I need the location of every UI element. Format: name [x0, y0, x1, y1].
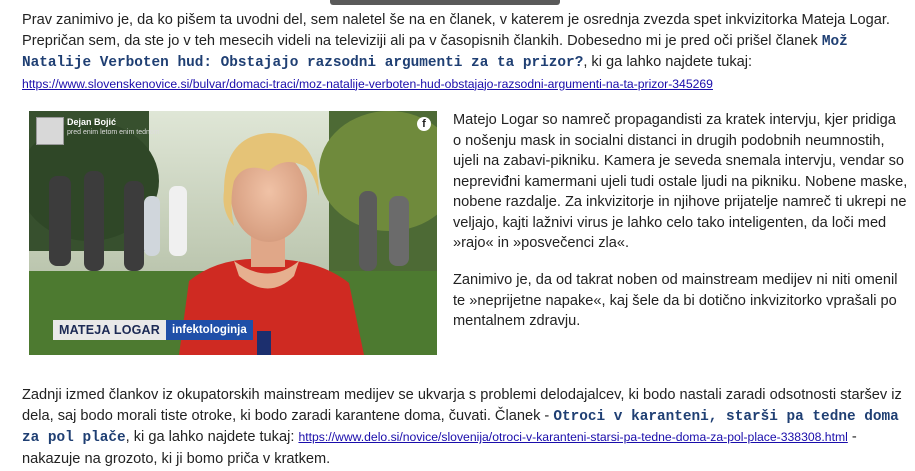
article-title-1: Mož Natalije Verboten hud: Obstajajo razsodni argumenti za ta prizor? [22, 33, 848, 71]
lower-third-role: infektologinja [166, 320, 253, 340]
closing-paragraph [22, 385, 912, 469]
article-link-1[interactable]: https://www.slovenskenovice.si/bulvar/domaci-traci/moz-natalije-verboten-hud-obstajajo-razsodni-argumenti-na-ta-prizor-345269 [22, 76, 713, 91]
lower-third [53, 320, 253, 340]
closing-text: Zadnji izmed člankov iz okupatorskih mainstream medijev se ukvarja s problemi delodajalcev, ki bodo nastali zaradi odsotnosti staršev iz dela, saj bodo morali tiste otroke, ki bodo zaradi karantene doma, čuvati. Članek - [22, 387, 902, 424]
intro-link-lead: , ki ga lahko najdete tukaj: [583, 54, 753, 70]
lower-third-name: MATEJA LOGAR [53, 320, 166, 340]
side-paragraph-1: Matejo Logar so namreč propagandisti za kratek intervju, kjer pridiga o nošenju mask in socialni distanci in drugih podobnih neumnostih, ujeli na zabavi-pikniku. Kamera je seveda snemala intervju, vendar so nepreviđni kamermani ujeli tudi ostale ljudi na pikniku. Nobene maske, nobene razdalje. Za inkvizitorje in njihove prijatelje namreč ti ukrepi ne veljajo, kajti lažnivi virus je lahko celo tako inteligenten, da loči med »rajo« in »posvečenci zla«. [453, 112, 908, 251]
closing-tail: - nakazuje na grozoto, ki ji bomo priča v kratkem. [22, 429, 857, 467]
video-thumbnail[interactable] [29, 111, 437, 355]
facebook-icon: f [417, 117, 431, 131]
video-frame-image [29, 111, 437, 355]
intro-paragraph [22, 10, 912, 94]
article-title-2: Otroci v karanteni, starši pa tedne doma za pol plače [22, 408, 899, 446]
window-top-handle [330, 0, 560, 5]
side-paragraph-2: Zanimivo je, da od takrat noben od mainstream medijev ni niti omenil te »neprijetne napake«, kaj šele da bi dotično inkvizitorko vprašali po mentalnem zdravju. [453, 272, 898, 329]
intro-text: Prav zanimivo je, da ko pišem ta uvodni del, sem naletel še na en članek, v katerem je osrednja zvezda spet inkvizitorka Mateja Logar. Prepričan sem, da ste jo v teh mesecih videli na televiziji ali pa v časopisnih člankih. Dobesedno mi je pred oči prišel članek [22, 12, 890, 49]
uploader-subtitle: pred enim letom enim tednom [67, 129, 160, 136]
article-link-2[interactable]: https://www.delo.si/novice/slovenija/otroci-v-karanteni-starsi-pa-tedne-doma-za-pol-place-338308.html [298, 430, 848, 444]
uploader-name: Dejan Bojić [67, 117, 117, 127]
closing-link-lead: , ki ga lahko najdete tukaj: [125, 429, 299, 445]
uploader-avatar [36, 117, 64, 145]
